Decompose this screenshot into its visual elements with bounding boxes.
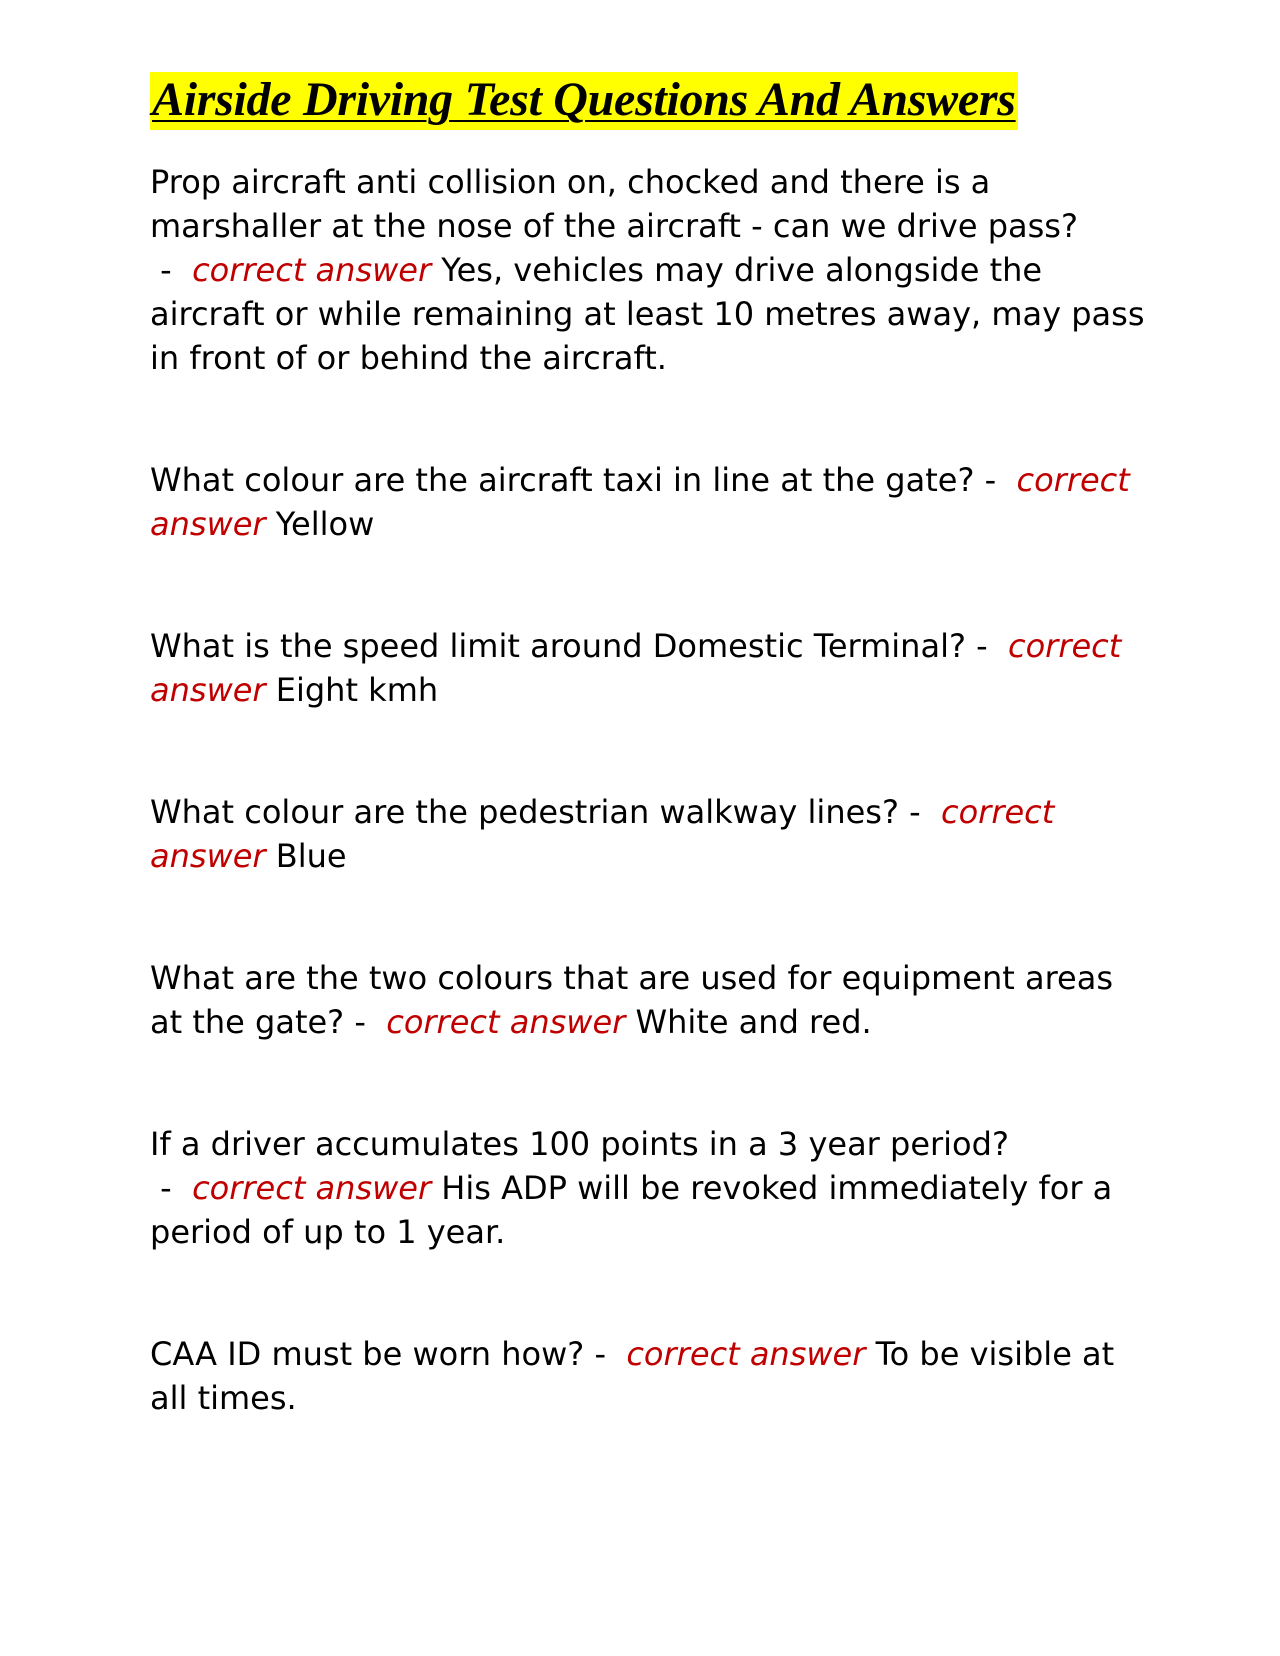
question-text: If a driver accumulates 100 points in a 3 year period? (150, 1125, 1009, 1163)
answer-text: Blue (275, 837, 347, 875)
answer-tag: correct answer (150, 461, 1130, 543)
question-text: What colour are the aircraft taxi in line at the gate? (150, 461, 975, 499)
answer-text: Yes, vehicles may drive alongside the aircraft or while remaining at least 10 metres away, may pass in front of or behind the aircraft. (150, 251, 1145, 377)
question-text: What is the speed limit around Domestic Terminal? (150, 627, 966, 665)
answer-text: Eight kmh (275, 671, 439, 709)
question-text: Prop aircraft anti collision on, chocked and there is a marshaller at the nose of the aircraft - can we drive pass? (150, 163, 1078, 245)
answer-text: White and red. (635, 1003, 872, 1041)
document-content (150, 72, 1150, 1498)
answer-text: Yellow (275, 505, 375, 543)
qa-item: What are the two colours that are used for equipment areas at the gate? - correct answer White and red. (150, 959, 1113, 1041)
answer-tag: correct answer (386, 1003, 626, 1041)
answer-tag: correct answer (150, 627, 1122, 709)
answer-tag: correct answer (150, 793, 1055, 875)
answer-text: To be visible at all times. (150, 1335, 1115, 1417)
answer-tag: correct answer (626, 1335, 866, 1373)
qa-item: If a driver accumulates 100 points in a 3 year period? - correct answer His ADP will be revoked immediately for a period of up to 1 year. (150, 1125, 1113, 1251)
qa-list (150, 160, 1150, 1420)
answer-tag: correct answer (192, 251, 432, 289)
document-title: Airside Driving Test Questions And Answers (150, 72, 1018, 130)
qa-item: What is the speed limit around Domestic Terminal? - correct answer Eight kmh (150, 627, 1122, 709)
question-text: What are the two colours that are used for equipment areas at the gate? (150, 959, 1113, 1041)
qa-item: What colour are the aircraft taxi in line at the gate? - correct answer Yellow (150, 461, 1130, 543)
question-text: What colour are the pedestrian walkway lines? (150, 793, 899, 831)
qa-item: What colour are the pedestrian walkway lines? - correct answer Blue (150, 793, 1055, 875)
qa-item: CAA ID must be worn how? - correct answer To be visible at all times. (150, 1335, 1115, 1417)
answer-text: His ADP will be revoked immediately for a period of up to 1 year. (150, 1169, 1113, 1251)
question-text: CAA ID must be worn how? (150, 1335, 585, 1373)
answer-tag: correct answer (192, 1169, 432, 1207)
qa-item: Prop aircraft anti collision on, chocked and there is a marshaller at the nose of the aircraft - can we drive pass? - correct answer Yes, vehicles may drive alongside the aircraft or while remaining at least 10 metres away, may pass in front of or behind the aircraft. (150, 163, 1145, 377)
